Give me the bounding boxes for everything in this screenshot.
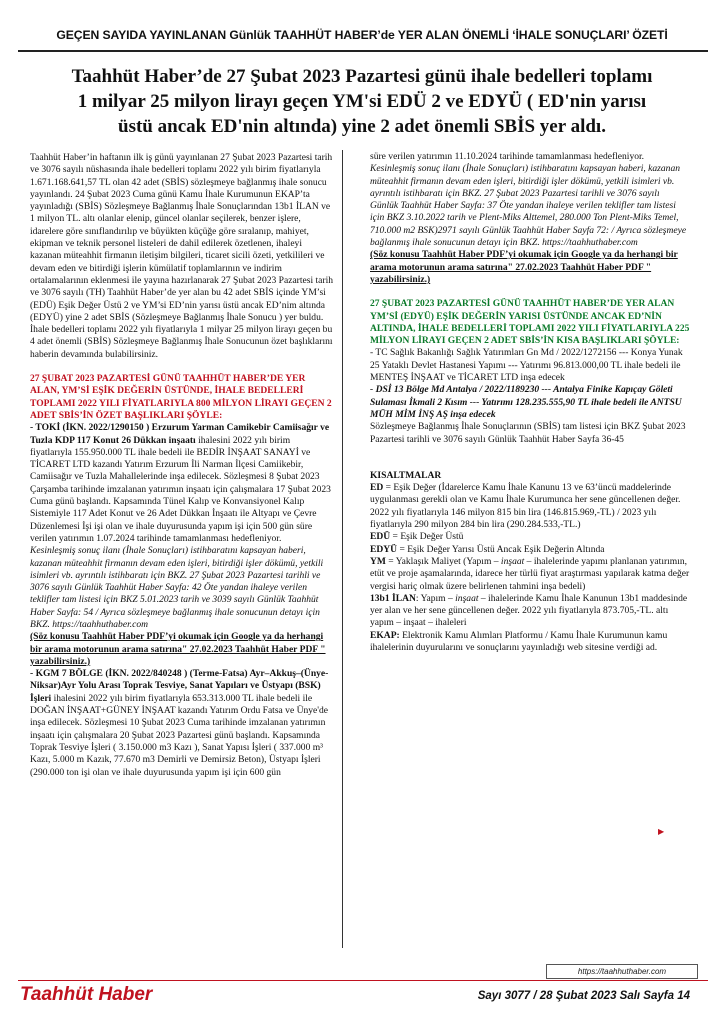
item-toki-reference: Kesinleşmiş sonuç ilanı (İhale Sonuçları) istihbaratını kapsayan haberi, kazanan müteahhit firmanın devam eden işleri, bitirdiği işler dökümü, yetkili isimleri vb. ayrıntılı istihbaratı için BKZ. 27 Şubat 2023 Pazartesi tarihli ve 3076 sayılı Günlük Taahhüt Haber Sayfa: 42 Öte yandan ihaleye verilen teklifler tam listesi için BKZ 5.01.2023 tarih ve 3039 sayılı Günlük Taahhüt Haber Sayfa: 54 / Ayrıca sözleşmeye bağlanmış ihale sonucunun detayı için BKZ. https://taahhuthaber.com (30, 545, 324, 630)
abbr-edyu: EDYÜ = Eşik Değer Yarısı Üstü Ancak Eşik Değerin Altında (370, 543, 605, 555)
pdf-note-1: (Söz konusu Taahhüt Haber PDF’yi okumak için Google ya da herhangi bir arama motorunun arama satırına" 27.02.2023 Taahhüt Haber PDF " yazabilirsiniz.) (30, 631, 326, 667)
column-divider (342, 150, 343, 948)
top-divider (18, 50, 708, 52)
item-kgm-reference: Kesinleşmiş sonuç ilanı (İhale Sonuçları) istihbaratını kapsayan haberi, kazanan müteahhit firmanın devam eden işleri, bitirdiği işler dökümü, yetkili isimleri vb. ayrıntılı istihbaratı için BKZ. 27 Şubat 2023 Pazartesi tarihli ve 3076 sayılı Günlük Taahhüt Haber Sayfa: 37 Öte yandan ihaleye verilen teklifler tam listesi için BKZ 3.10.2022 tarih ve Plent-Miks Alttemel, 280.000 Ton Plent-Miks Temel, 710.000 m2 BSK)2971 sayılı Günlük Taahhüt Haber Sayfa 72: / Ayrıca sözleşmeye bağlanmış ihale sonucunun detayı için BKZ. https://taahhuthaber.com (370, 163, 687, 249)
abbreviations-title: KISALTMALAR (370, 469, 442, 481)
intro-paragraph: Taahhüt Haber’in haftanın ilk iş günü yayınlanan 27 Şubat 2023 Pazartesi tarih ve 3076 sayılı nüshasında ihale bedelleri toplamı 2022 yılı birim fiyatlarıyla 1.671.168.641,57 TL olan 42 adet (SBİS) sözleşmeye bağlanmış ihale sonucu yayınlandı. 24 Şubat 2023 Cuma günü Kamu İhale Kurumunun EKAP’ta yayınladığı (SBİS) Sözleşmeye Bağlanmış İhale Sonuçlarından 13b1 İLAN ve 1 milyon TL. altı olanlar elenip, güncel olanlar seçilerek, benzer işlere, idarelere göre sınıflandırılıp ve büyükten küçüğe göre sıralanıp, mahiyet, ekipman ve teknik personel listeleri de dahil edilerek özetlenen, ihaleyi kazanan müteahhit firmanın iletişim bilgileri, ticaret sicili özeti, yetkilileri ve devam eden ve bitirdiği işlerin kümülatif toplamlarının ve indirim ortalamalarının eklenmesi ile yayına hazırlanarak 27 Şubat 2023 Pazartesi tarih ve 3076 sayılı (TH) Taahhüt Haber’de yer alan bu 42 adet SBİS içinde YM’si (EDÜ) Eşik Değer Üstü 2 ve YM’si ED’nin yarısı üstü ancak ED’nim altında (EDYÜ) yine 2 adet SBİS (Sözleşmeye Bağlanmış İhale Sonucu ) yer buldu. İhale bedelleri toplamı 2022 yılı fiyatlarıyla 1 milyar 25 milyon lirayı geçen bu 4 adet önemli (SBİS) Sözleşmeye Bağlanmış İhale Sonucunun özet başlıklarını haberin devamında bulabilirsiniz. (30, 152, 334, 360)
item-toki (30, 422, 334, 545)
abbr-edu: EDÜ = Eşik Değer Üstü (370, 531, 464, 543)
arrow-marker-icon: ▶ (658, 827, 665, 836)
footer-url-link[interactable]: https://taahhuthaber.com (546, 964, 698, 979)
item-toki-heading: - TOKİ (İKN. 2022/1290150 ) Erzurum Yarman Camikebir Camiisağır ve Tuzla KDP 117 Konut 26 Dükkan inşaatı (30, 422, 330, 446)
item-toki-body: ihalesini 2022 yılı birim fiyatlarıyla 155.950.000 TL ihale bedeli ile BEDİR İNŞAAT SANAYİ ve TİCARET LTD kazandı Yatırım Erzurum İli Narman İlçesi Camiikebir, Camiisağır ve Tuzla Mahallelerinde inşa edilecek. Sözleşmesi 8 Şubat 2023 Çarşamba tarihinde imzalanan yatırımın inşaatı için çalışmalara 17 Şubat 2023 Cuma günü başlandı. Kapsamında Tünel Kalıp ve Konvansiyonel Kalıp Sistemiyle 117 Adet Konut ve 26 Adet Dükkan İnşaatı ile Altyapı ve Çevre Düzenlemesi İşi işi olan ve ihale duyurusunda yapım işi için 500 gün süre verilen yatırımın 1.07.2024 tarihinde tamamlanması hedefleniyor. (30, 434, 331, 544)
item-kgm-body: ihalesini 2022 yılı birim fiyatlarıyla 653.313.000 TL ihale bedeli ile DOĞAN İNŞAAT+GÜNEY İNŞAAT kazandı Yatırım Ordu Fatsa ve Ünye'de inşa edilecek. Sözleşmesi 10 Şubat 2023 Cuma tarihinde imzalanan yatırımın inşaatı için çalışmalara 20 Şubat 2023 Pazartesi günü başlandı. Kapsamında Toprak Tesviye İşleri ( 3.150.000 m3 Kazı ), Sanat Yapısı İşleri ( 337.000 m³ Kazı, 5.000 m Kazık, 77.670 m3 Demirli ve Demirsiz Beton), Üstyapı İşleri (290.000 ton işi olan ve ihale duyurusunda yapım işi için 600 gün (30, 692, 328, 778)
abbr-ed: ED = Eşik Değer (İdarelerce Kamu İhale Kanunu 13 ve 63’üncü maddelerinde uygulanması gerekli olan ve Kamu İhale Kurumunca her sene güncellenen değer. 2022 yılı fiyatlarıyla 146 milyon 815 bin lira (146.815.969,-TL) / 2023 yılı fiyatlarıyla 290 milyon 284 bin lira (290.284.533,-TL.) (370, 482, 681, 531)
list-note: Sözleşmeye Bağlanmış İhale Sonuçlarının (SBİS) tam listesi için BKZ Şubat 2023 Pazartesi tarihli ve 3076 sayılı Günlük Taahhüt Haber Sayfa 36-45 (370, 421, 686, 445)
abbr-ekap: EKAP: Elektronik Kamu Alımları Platformu / Kamu İhale Kurumunun kamu ihalelerinin duyurularını ve sonuçlarını yayınladığı web sitesine verdiği ad. (370, 629, 668, 653)
left-column (30, 152, 334, 779)
section-title-edyu: 27 ŞUBAT 2023 PAZARTESİ GÜNÜ TAAHHÜT HABER’DE YER ALAN YM’Sİ (EDYÜ) EŞİK DEĞERİN YARISI ÜSTÜNDE ANCAK ED’NİN ALTINDA, İHALE BEDELLERİ TOPLAMI 2022 YILI FİYATLARIYLA 225 MİLYON LİRAYI GEÇEN 2 ADET SBİS’İN KISA BAŞLIKLARI ŞÖYLE: (370, 298, 690, 347)
list-item-saglik: - TC Sağlık Bakanlığı Sağlık Yatırımları Gn Md / 2022/1272156 --- Konya Yunak 25 Yataklı Devlet Hastanesi Yapımı --- Yatırımı 96.813.000,00 TL ihale bedeli ile MENTEŞ İNŞAAT ve TİCARET LTD inşa edecek (370, 347, 683, 384)
item-kgm-heading: - KGM 7 BÖLGE (İKN. 2022/840248 ) (Terme-Fatsa) Ayr–Akkuş–(Ünye-Niksar)Ayr Yolu Arası Toprak Tesviye, Sanat Yapıları ve Üstyapı (BSK) İşleri (30, 668, 329, 704)
list-item-dsi: - DSİ 13 Bölge Md Antalya / 2022/1189230 --- Antalya Finike Kapıçay Göleti Sulaması İkmali 2 Kısım --- Yatırımı 128.235.555,90 TL ihale bedeli ile ANTSU MÜH MİM İNŞ AŞ inşa edecek (370, 384, 682, 420)
top-header: GEÇEN SAYIDA YAYINLANAN Günlük TAAHHÜT HABER’de YER ALAN ÖNEMLİ ‘İHALE SONUÇLARI’ ÖZETİ (56, 28, 668, 42)
section-title-edu: 27 ŞUBAT 2023 PAZARTESİ GÜNÜ TAAHHÜT HABER’DE YER ALAN, YM’Sİ EŞİK DEĞERİN ÜSTÜNDE, İHALE BEDELLERİ TOPLAMI 2022 YILI FİYATLARIYLA 800 MİLYON LİRAYI GEÇEN 2 ADET SBİS’İN ÖZET BAŞLIKLARI ŞÖYLE: (30, 373, 332, 421)
item-kgm (30, 668, 334, 779)
issue-info: Sayı 3077 / 28 Şubat 2023 Salı Sayfa 14 (477, 990, 690, 1002)
footer-divider (18, 980, 708, 981)
title-line-3: üstü ancak ED'nin altında) yine 2 adet önemli SBİS yer aldı. (118, 116, 606, 137)
right-column (370, 151, 690, 654)
pdf-note-2: (Söz konusu Taahhüt Haber PDF’yi okumak için Google ya da herhangi bir arama motorunun arama satırına" 27.02.2023 Taahhüt Haber PDF " yazabilirsiniz.) (370, 249, 678, 285)
title-line-1: Taahhüt Haber’de 27 Şubat 2023 Pazartesi günü ihale bedelleri toplamı (71, 66, 653, 87)
abbr-13b1: 13b1 İLAN: Yapım – inşaat – ihalelerinde Kamu İhale Kanunun 13b1 maddesinde yer alan ve her sene güncellenen değer. 2022 yılı fiyatlarıyla 873.705,-TL. altı yapım – inşaat – ihaleleri (370, 592, 688, 629)
page-title (22, 64, 702, 139)
title-line-2: 1 milyar 25 milyon lirayı geçen YM'si EDÜ 2 ve EDYÜ ( ED'nin yarısı (77, 91, 647, 112)
abbr-ym: YM = Yaklaşık Maliyet (Yapım – inşaat – ihalelerinde yapımı planlanan yatırımın, etüt ve proje aşamalarında, idarece her türlü fiyat araştırması yapılarak katma değer vergisi hariç olmak üzere belirlenen tahmini inşa bedeli) (370, 555, 690, 592)
item-kgm-continued: süre verilen yatırımın 11.10.2024 tarihinde tamamlanması hedefleniyor. (370, 151, 645, 162)
brand-logo: Taahhüt Haber (20, 984, 153, 1005)
